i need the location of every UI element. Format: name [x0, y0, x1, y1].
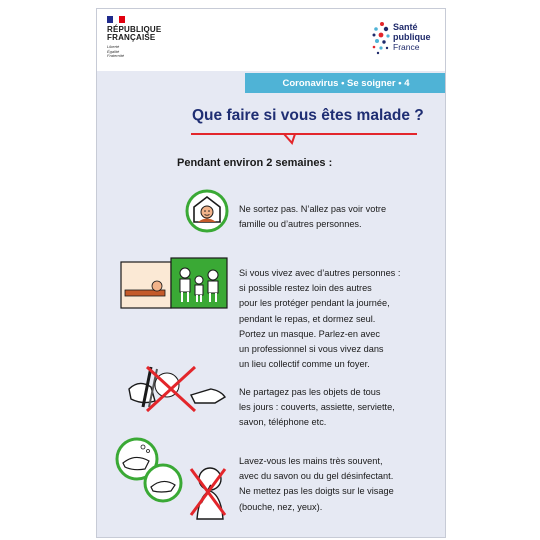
poster	[96, 8, 446, 538]
republique-francaise-logo	[107, 26, 161, 59]
rf-line1: RÉPUBLIQUE	[107, 25, 162, 34]
section-banner: Coronavirus • Se soigner • 4	[245, 73, 446, 93]
spf-line3: France	[393, 41, 420, 52]
subtitle: Pendant environ 2 semaines :	[177, 157, 333, 169]
stay-home-icon	[185, 189, 229, 233]
header-band	[97, 9, 445, 71]
advice-text-1: Ne sortez pas. N’allez pas voir votre famille ou d’autres personnes.	[239, 204, 387, 230]
spf-dots-icon	[371, 21, 393, 55]
republique-francaise-flag-icon	[107, 16, 125, 23]
no-sharing-icon	[125, 361, 229, 417]
sante-publique-france-logo	[371, 21, 441, 61]
rf-motto-3: Fraternité	[107, 53, 125, 59]
spf-line2: publique	[393, 31, 431, 42]
page-title: Que faire si vous êtes malade ?	[192, 107, 424, 124]
isolate-room-icon	[119, 256, 229, 311]
spf-line1: Santé	[393, 22, 418, 32]
rf-line2: FRANÇAISE	[107, 33, 156, 43]
rf-motto-2: Égalité	[107, 48, 120, 54]
advice-text-4: Lavez-vous les mains très souvent, avec du savon ou du gel désinfectant. Ne mettez pas les doigts sur le visage (bouche, nez, yeux).	[239, 456, 394, 512]
advice-text-2: Si vous vivez avec d’autres personnes : si possible restez loin des autres pour les protéger pendant la journée, pendant le repas, et dormez seul. Portez un masque. Parlez-en avec un professionnel si vous vivez dans un lieu collectif comme un foyer.	[239, 268, 401, 370]
wash-hands-icon	[115, 433, 227, 521]
title-underline	[189, 131, 419, 145]
advice-text-3: Ne partagez pas les objets de tous les jours : couverts, assiette, serviette, savon, téléphone etc.	[239, 387, 395, 428]
rf-motto	[107, 45, 161, 59]
rf-motto-1: Liberté	[107, 43, 120, 49]
